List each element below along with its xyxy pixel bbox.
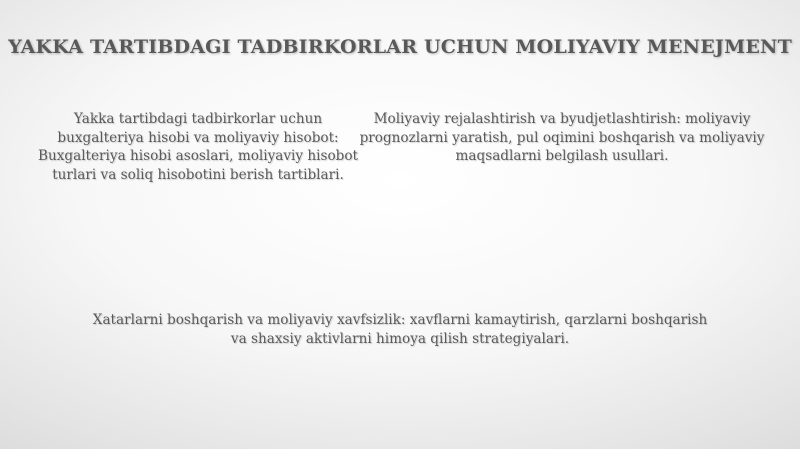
- text-block-accounting: Yakka tartibdagi tadbirkorlar uchun buxgalteriya hisobi va moliyaviy hisobot: Buxgalteriya hisobi asoslari, moliyaviy hisobot turlari va soliq hisobotini berish tartiblari.: [37, 111, 359, 183]
- text-block-risk: Xatarlarni boshqarish va moliyaviy xavfsizlik: xavflarni kamaytirish, qarzlarni boshqarish va shaxsiy aktivlarni himoya qilish strategiyalari.: [92, 312, 708, 347]
- text-block-planning: Moliyaviy rejalashtirish va byudjetlashtirish: moliyaviy prognozlarni yaratish, pul oqimini boshqarish va moliyaviy maqsadlarni belgilash usullari.: [359, 111, 765, 164]
- slide-title: YAKKA TARTIBDAGI TADBIRKORLAR UCHUN MOLIYAVIY MENEJMENT: [8, 36, 792, 58]
